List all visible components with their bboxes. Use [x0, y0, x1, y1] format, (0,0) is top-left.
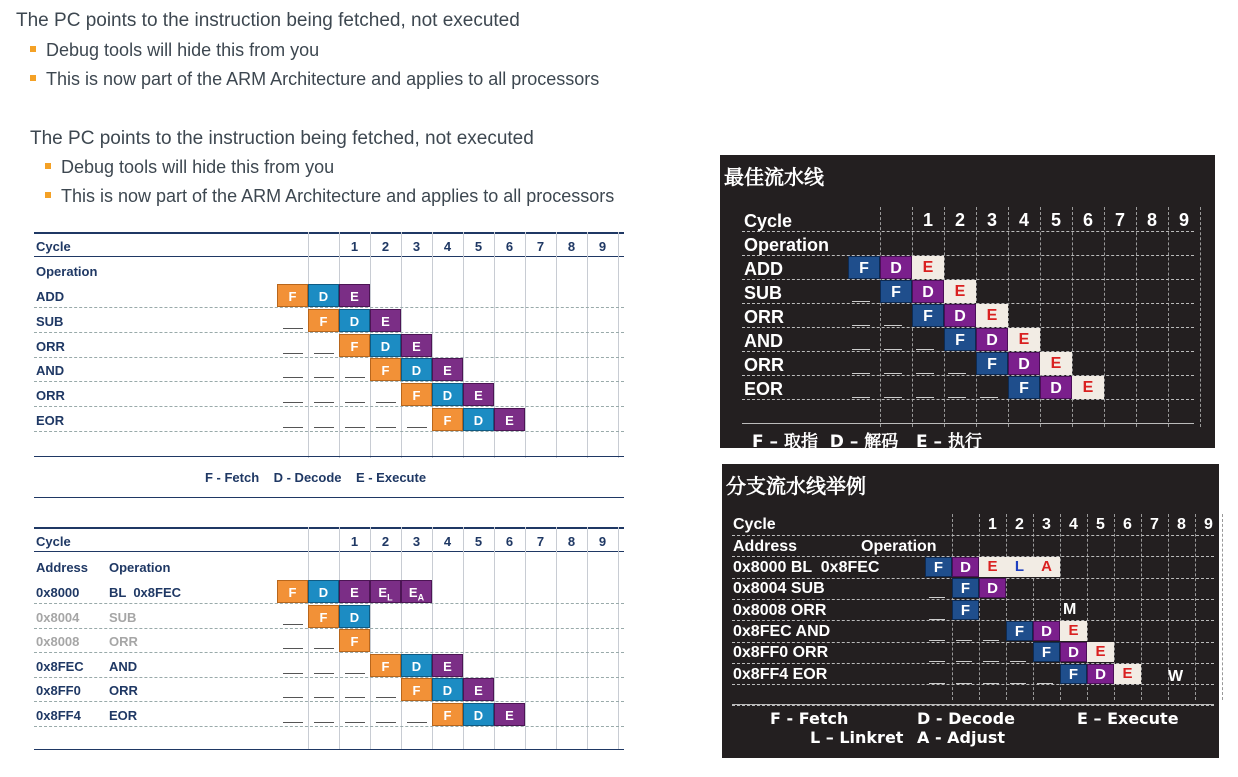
op-label: ORR	[36, 388, 65, 404]
grid-vline	[525, 232, 526, 458]
op-label: AND	[109, 658, 138, 674]
empty-slot-dash	[376, 427, 396, 428]
cycle-label: Cycle	[744, 211, 793, 231]
cycle-number: 7	[1114, 210, 1125, 230]
cycle-number: 1	[350, 534, 359, 549]
stage-d-cell: D	[432, 383, 463, 406]
bullet-square-icon	[30, 75, 36, 81]
intro-heading: The PC points to the instruction being fetched, not executed	[16, 10, 520, 31]
address-cell: 0x8FEC	[36, 658, 84, 674]
cycle-label: Cycle	[36, 239, 71, 254]
cycle-number: 2	[954, 210, 965, 230]
empty-slot-dash	[929, 597, 945, 598]
execute-adjust-cell	[401, 580, 432, 603]
row-divider	[34, 677, 624, 678]
stage-d-cell: D	[880, 256, 912, 279]
stage-d-cell: D	[1008, 352, 1040, 375]
table-header-rule	[34, 551, 624, 552]
stage-f-cell: F	[880, 280, 912, 303]
empty-slot-dash	[283, 697, 303, 698]
stage-d-cell: D	[401, 654, 432, 677]
stage-f-cell: F	[1060, 664, 1087, 684]
grid-vline	[1195, 514, 1196, 700]
empty-slot-dash	[956, 683, 972, 684]
empty-slot-dash	[983, 661, 999, 662]
op-label: SUB	[744, 283, 783, 303]
grid-vline	[556, 232, 557, 458]
empty-slot-dash	[929, 661, 945, 662]
table-bottom-rule	[732, 704, 1214, 705]
empty-slot-dash	[376, 722, 396, 723]
empty-slot-dash	[956, 661, 972, 662]
empty-slot-dash	[376, 697, 396, 698]
slide-bullet-text: This is now part of the ARM Architecture and applies to all processors	[61, 186, 615, 206]
stage-f-cell: F	[401, 678, 432, 701]
row-divider	[34, 652, 624, 653]
bullet-square-icon	[45, 163, 51, 169]
row-divider	[732, 684, 1214, 685]
cycle-label: Cycle	[36, 534, 71, 549]
operation-label: Operation	[744, 235, 830, 255]
empty-slot-dash	[884, 325, 902, 326]
stage-f-cell: F	[925, 557, 952, 577]
empty-slot-dash	[884, 373, 902, 374]
bullet-square-icon	[45, 192, 51, 198]
legend-decode: D - Decode	[917, 709, 1015, 728]
cycle-number: 1	[988, 516, 997, 533]
op-label: EOR	[36, 413, 65, 428]
stage-f-cell: F	[912, 304, 944, 327]
address-cell: 0x8000	[36, 585, 80, 600]
grid-vline	[556, 527, 557, 749]
stage-e-cell: E	[912, 256, 944, 279]
empty-slot-dash	[983, 640, 999, 641]
row-divider	[34, 628, 624, 629]
stage-f-cell: F	[401, 383, 432, 406]
memory-stage-mark: M	[1063, 601, 1077, 618]
empty-slot-dash	[345, 697, 365, 698]
cycle-number: 8	[1177, 516, 1186, 533]
stage-e-cell: E	[976, 304, 1008, 327]
grid-vline	[1222, 514, 1223, 700]
grid-vline	[618, 232, 619, 458]
stage-e-cell: E	[1060, 621, 1087, 641]
cycle-number: 9	[1178, 210, 1189, 230]
address-label: Address	[36, 560, 89, 575]
empty-slot-dash	[852, 373, 870, 374]
stage-f-cell: F	[370, 654, 401, 677]
stage-e-cell: E	[494, 408, 525, 431]
grid-vline	[587, 232, 588, 458]
stage-e-cell: E	[494, 703, 525, 726]
legend-fetch: F - Fetch	[770, 709, 849, 728]
cycle-number: 2	[381, 534, 390, 549]
execute-letter: E	[408, 585, 418, 600]
stage-d-cell: D	[979, 578, 1006, 598]
cycle-number: 2	[1015, 516, 1024, 533]
row-divider	[732, 663, 1214, 664]
stage-d-cell: D	[370, 334, 401, 357]
grid-vline	[1136, 207, 1137, 427]
address-cell: 0x8FF4	[36, 708, 81, 723]
empty-slot-dash	[980, 397, 998, 398]
grid-vline	[401, 527, 402, 749]
table-bottom-rule	[742, 423, 1194, 424]
grid-vline	[618, 527, 619, 749]
legend-adjust: A - Adjust	[917, 728, 1006, 747]
cycle-label: Cycle	[733, 516, 776, 533]
stage-f-cell: F	[1006, 621, 1033, 641]
row-divider	[742, 255, 1194, 256]
op-label: SUB	[109, 609, 137, 625]
row-divider	[34, 431, 624, 432]
empty-slot-dash	[948, 373, 966, 374]
address-op-label: 0x8FF4 EOR	[733, 665, 828, 683]
row-divider	[732, 642, 1214, 643]
cycle-number: 5	[474, 239, 483, 254]
legend-bottom-rule	[34, 497, 624, 498]
operation-label: Operation	[36, 264, 98, 279]
stage-f-cell: F	[339, 334, 370, 357]
panel-title: 分支流水线举例	[726, 474, 866, 498]
empty-slot-dash	[852, 397, 870, 398]
stage-d-cell: D	[1033, 621, 1060, 641]
stage-e-cell: E	[339, 284, 370, 307]
address-label: Address	[733, 538, 798, 555]
stage-d-cell: D	[912, 280, 944, 303]
row-divider	[34, 406, 624, 407]
op-label: ORR	[109, 634, 138, 650]
stage-f-cell: F	[952, 600, 979, 620]
op-label: AND	[744, 331, 783, 351]
address-op-label: 0x8008 ORR	[733, 601, 827, 619]
intro-bullet-1	[30, 40, 319, 61]
panel-legend: F – 取指 D – 解码 E – 执行	[752, 432, 982, 452]
row-divider	[742, 351, 1194, 352]
stage-f-cell: F	[432, 703, 463, 726]
empty-slot-dash	[283, 673, 303, 674]
row-divider	[742, 375, 1194, 376]
stage-e-cell: E	[1072, 376, 1104, 399]
legend-execute: E – Execute	[1077, 709, 1179, 728]
stage-e-cell: E	[401, 334, 432, 357]
stage-d-cell: D	[1040, 376, 1072, 399]
empty-slot-dash	[314, 427, 334, 428]
operation-label: Operation	[861, 538, 937, 555]
empty-slot-dash	[345, 722, 365, 723]
stage-f-cell: F	[339, 629, 370, 652]
cycle-number: 7	[536, 534, 545, 549]
empty-slot-dash	[283, 353, 303, 354]
row-divider	[34, 726, 624, 727]
cycle-number: 8	[567, 239, 576, 254]
stage-f-cell: F	[432, 408, 463, 431]
grid-vline	[1006, 514, 1007, 700]
empty-slot-dash	[314, 673, 334, 674]
empty-slot-dash	[956, 640, 972, 641]
stage-d-cell: D	[1087, 664, 1114, 684]
grid-vline	[979, 514, 980, 700]
cycle-number: 1	[922, 210, 933, 230]
bullet-square-icon	[30, 46, 36, 52]
address-op-label: 0x8FF0 ORR	[733, 644, 829, 662]
stage-subscript: L	[387, 592, 393, 603]
cycle-number: 4	[1069, 516, 1078, 533]
stage-e-cell: E	[463, 678, 494, 701]
stage-d-cell: D	[339, 605, 370, 628]
row-divider	[742, 231, 1194, 232]
empty-slot-dash	[314, 402, 334, 403]
empty-slot-dash	[283, 377, 303, 378]
op-label: ORR	[36, 338, 65, 354]
row-divider	[732, 620, 1214, 621]
grid-vline	[308, 527, 309, 749]
writeback-stage-mark: W	[1168, 668, 1184, 685]
empty-slot-dash	[884, 397, 902, 398]
row-divider	[34, 332, 624, 333]
address-op-label: 0x8FEC AND	[733, 622, 831, 640]
row-divider	[732, 535, 1214, 536]
address-cell: 0x8008	[36, 634, 80, 650]
empty-slot-dash	[407, 722, 427, 723]
row-divider	[34, 357, 624, 358]
empty-slot-dash	[929, 640, 945, 641]
cycle-number: 6	[1123, 516, 1132, 533]
empty-slot-dash	[884, 349, 902, 350]
op-label: SUB	[36, 313, 64, 329]
empty-slot-dash	[852, 325, 870, 326]
grid-vline	[587, 527, 588, 749]
stage-e-cell: E	[1008, 328, 1040, 351]
op-label: ORR	[744, 355, 784, 375]
empty-slot-dash	[1010, 683, 1026, 684]
empty-slot-dash	[283, 648, 303, 649]
table-bottom-rule	[34, 456, 624, 457]
row-divider	[742, 399, 1194, 400]
stage-f-cell: F	[277, 284, 308, 307]
stage-d-cell: D	[976, 328, 1008, 351]
stage-a-cell: A	[1033, 557, 1060, 577]
empty-slot-dash	[314, 648, 334, 649]
stage-f-cell: F	[277, 580, 308, 603]
panel-title: 最佳流水线	[724, 165, 824, 189]
empty-slot-dash	[314, 377, 334, 378]
stage-e-cell: E	[370, 309, 401, 332]
slide-heading: The PC points to the instruction being fetched, not executed	[30, 128, 534, 149]
op-label: BL 0x8FEC	[109, 585, 182, 600]
stage-subscript: A	[417, 592, 425, 603]
stage-d-cell: D	[463, 408, 494, 431]
row-divider	[732, 705, 1214, 706]
empty-slot-dash	[916, 373, 934, 374]
cycle-number: 9	[598, 534, 607, 549]
empty-slot-dash	[345, 402, 365, 403]
op-label: ORR	[744, 307, 784, 327]
table-top-rule	[34, 232, 624, 234]
empty-slot-dash	[376, 402, 396, 403]
stage-e-cell: E	[432, 654, 463, 677]
stage-d-cell: D	[1060, 642, 1087, 662]
address-cell: 0x8004	[36, 609, 80, 625]
optimal-pipeline-panel	[720, 155, 1215, 452]
empty-slot-dash	[283, 427, 303, 428]
cycle-number: 3	[412, 239, 421, 254]
op-label: ADD	[744, 259, 783, 279]
row-divider	[34, 381, 624, 382]
cycle-number: 6	[1082, 210, 1093, 230]
intro-bullet-text: Debug tools will hide this from you	[46, 40, 320, 60]
empty-slot-dash	[283, 328, 303, 329]
op-label: ORR	[109, 683, 138, 699]
stage-f-cell: F	[848, 256, 880, 279]
empty-slot-dash	[345, 673, 365, 674]
stage-d-cell: D	[952, 557, 979, 577]
pipeline-legend: F - Fetch D - Decode E - Execute	[205, 470, 427, 485]
stage-e-cell: E	[1087, 642, 1114, 662]
cycle-number: 5	[474, 534, 483, 549]
cycle-number: 4	[1018, 210, 1029, 230]
grid-vline	[308, 232, 309, 458]
empty-slot-dash	[948, 397, 966, 398]
empty-slot-dash	[852, 301, 870, 302]
op-label: ADD	[36, 289, 65, 304]
op-label: AND	[36, 363, 65, 379]
empty-slot-dash	[314, 722, 334, 723]
op-label: EOR	[109, 708, 138, 723]
grid-vline	[880, 207, 881, 427]
op-label: EOR	[744, 379, 784, 399]
stage-f-cell: F	[944, 328, 976, 351]
address-op-label: 0x8000 BL 0x8FEC	[733, 559, 880, 576]
cycle-number: 9	[1204, 516, 1213, 533]
intro-bullet-2	[30, 69, 599, 90]
operation-label: Operation	[109, 560, 171, 575]
empty-slot-dash	[283, 624, 303, 625]
table-header-rule	[34, 256, 624, 257]
cycle-number: 8	[1146, 210, 1157, 230]
table-bottom-rule	[34, 749, 624, 750]
cycle-number: 7	[536, 239, 545, 254]
cycle-number: 2	[381, 239, 390, 254]
grid-vline	[370, 527, 371, 749]
empty-slot-dash	[314, 697, 334, 698]
branch-pipeline-panel	[722, 464, 1219, 758]
cycle-number: 5	[1050, 210, 1061, 230]
cycle-number: 1	[350, 239, 359, 254]
stage-d-cell: D	[401, 358, 432, 381]
stage-f-cell: F	[370, 358, 401, 381]
grid-vline	[1033, 514, 1034, 700]
grid-vline	[1104, 207, 1105, 427]
cycle-number: 5	[1096, 516, 1105, 533]
stage-e-cell: E	[463, 383, 494, 406]
stage-d-cell: D	[944, 304, 976, 327]
grid-vline	[525, 527, 526, 749]
empty-slot-dash	[345, 377, 365, 378]
empty-slot-dash	[1010, 661, 1026, 662]
cycle-number: 7	[1150, 516, 1159, 533]
slide-bullet-text: Debug tools will hide this from you	[61, 157, 335, 177]
cycle-number: 4	[443, 239, 452, 254]
stage-f-cell: F	[1033, 642, 1060, 662]
stage-d-cell: D	[308, 580, 339, 603]
stage-e-cell: E	[1040, 352, 1072, 375]
stage-f-cell: F	[1008, 376, 1040, 399]
empty-slot-dash	[929, 683, 945, 684]
empty-slot-dash	[314, 353, 334, 354]
stage-f-cell: F	[308, 605, 339, 628]
stage-e-cell: E	[432, 358, 463, 381]
cycle-number: 4	[443, 534, 452, 549]
execute-letter: E	[378, 585, 388, 600]
stage-e-cell: E	[979, 557, 1006, 577]
stage-f-cell: F	[308, 309, 339, 332]
stage-f-cell: F	[952, 578, 979, 598]
execute-link-cell	[370, 580, 401, 603]
address-cell: 0x8FF0	[36, 683, 81, 699]
row-divider	[34, 701, 624, 702]
stage-e-cell: E	[944, 280, 976, 303]
table-top-rule	[34, 527, 624, 529]
cycle-number: 3	[412, 534, 421, 549]
empty-slot-dash	[983, 683, 999, 684]
empty-slot-dash	[916, 349, 934, 350]
cycle-number: 3	[1042, 516, 1051, 533]
cycle-number: 8	[567, 534, 576, 549]
stage-d-cell: D	[339, 309, 370, 332]
slide-bullet-2	[45, 186, 614, 207]
cycle-number: 9	[598, 239, 607, 254]
empty-slot-dash	[407, 427, 427, 428]
stage-e-cell: E	[339, 580, 370, 603]
grid-vline	[1200, 207, 1201, 427]
empty-slot-dash	[929, 619, 945, 620]
stage-d-cell: D	[463, 703, 494, 726]
stage-f-cell: F	[976, 352, 1008, 375]
stage-e-cell: E	[1114, 664, 1141, 684]
stage-d-cell: D	[308, 284, 339, 307]
cycle-number: 6	[505, 239, 514, 254]
legend-linkret: L – Linkret	[810, 728, 904, 747]
stage-l-cell: L	[1006, 557, 1033, 577]
cycle-number: 3	[986, 210, 997, 230]
empty-slot-dash	[345, 427, 365, 428]
empty-slot-dash	[852, 349, 870, 350]
slide-bullet-1	[45, 157, 334, 178]
stage-d-cell: D	[432, 678, 463, 701]
empty-slot-dash	[916, 397, 934, 398]
grid-vline	[1168, 207, 1169, 427]
empty-slot-dash	[283, 402, 303, 403]
cycle-number: 6	[505, 534, 514, 549]
empty-slot-dash	[1037, 683, 1053, 684]
grid-vline	[1141, 514, 1142, 700]
intro-bullet-text: This is now part of the ARM Architecture and applies to all processors	[46, 69, 600, 89]
empty-slot-dash	[283, 722, 303, 723]
address-op-label: 0x8004 SUB	[733, 580, 825, 598]
